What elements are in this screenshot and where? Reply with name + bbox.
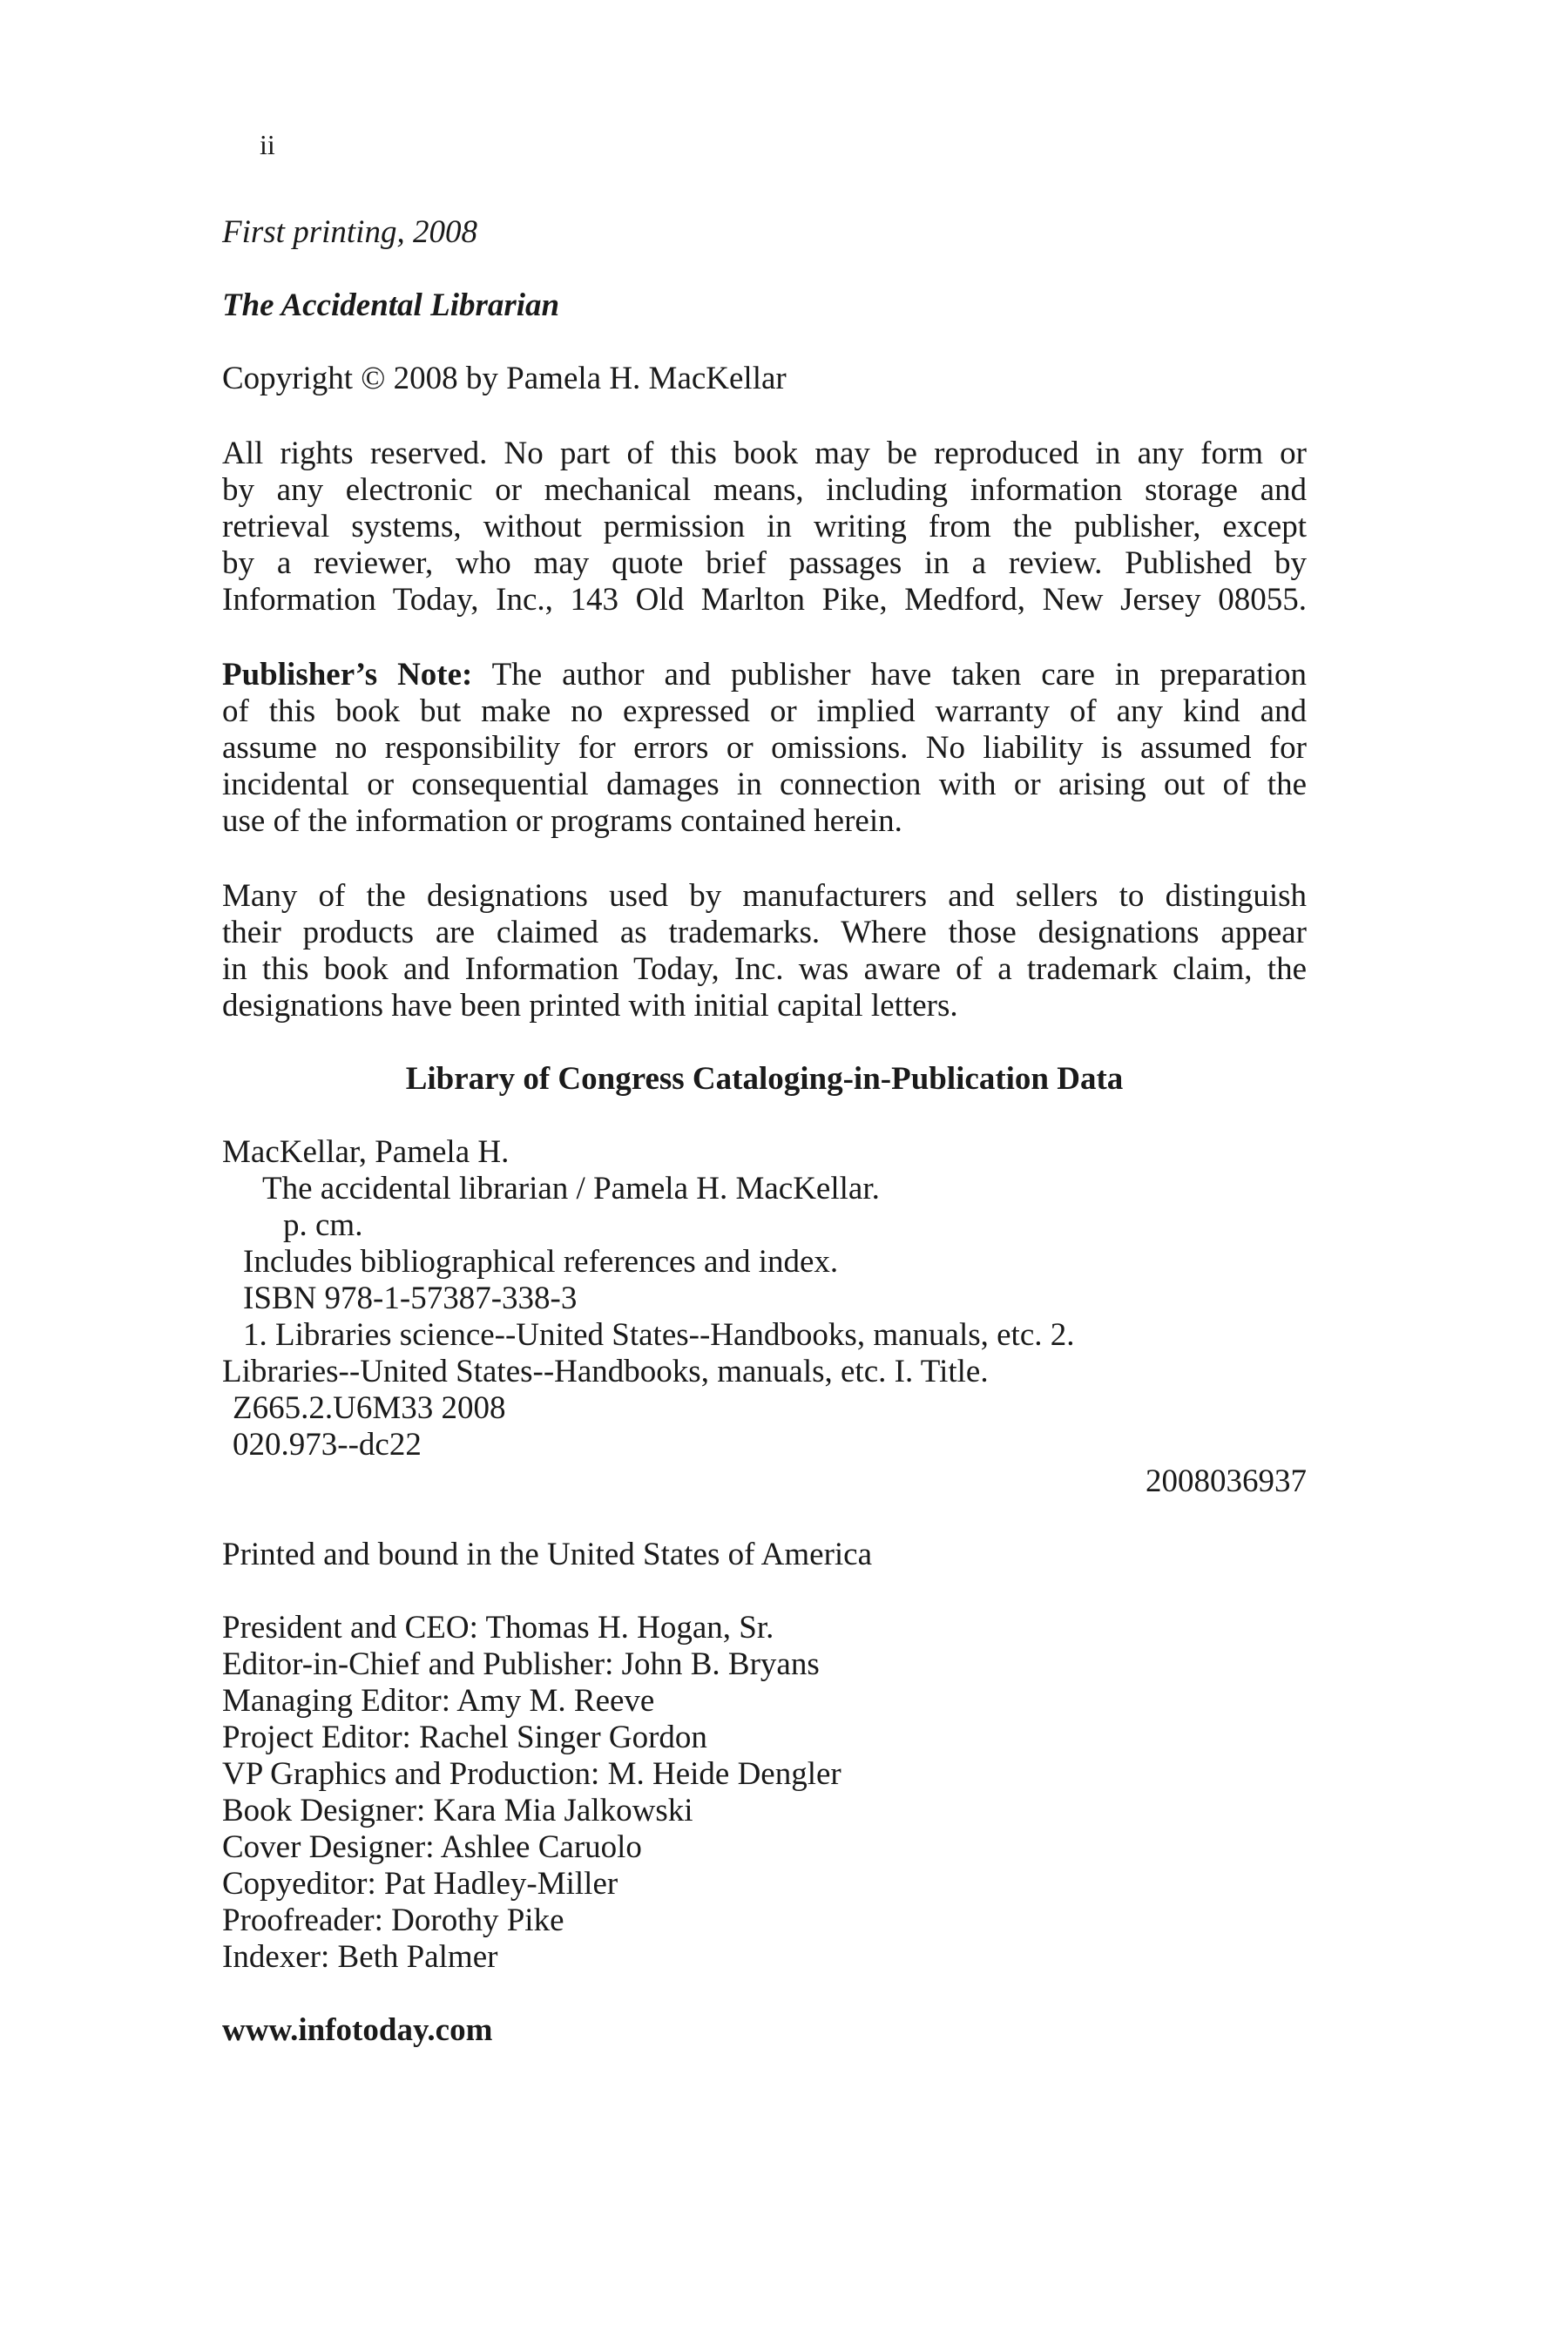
credit-line: VP Graphics and Production: M. Heide Dengler bbox=[222, 1756, 841, 1792]
book-title: The Accidental Librarian bbox=[222, 287, 560, 323]
copyright-line: Copyright © 2008 by Pamela H. MacKellar bbox=[222, 361, 787, 396]
cip-heading: Library of Congress Cataloging-in-Publication Data bbox=[405, 1061, 1124, 1097]
cip-lccn: 2008036937 bbox=[1146, 1463, 1307, 1499]
note-line: incidental or consequential damages in connection with or arising out of the bbox=[222, 767, 1307, 802]
note-label: Publisher’s Note: bbox=[222, 657, 473, 693]
note-line: assume no responsibility for errors or omissions. No liability is assumed for bbox=[222, 730, 1307, 766]
page-folio: ii bbox=[260, 129, 275, 160]
printed-line: Printed and bound in the United States of America bbox=[222, 1537, 873, 1572]
cip-title: The accidental librarian / Pamela H. MacKellar. bbox=[262, 1171, 880, 1206]
cip-includes: Includes bibliographical references and index. bbox=[243, 1244, 839, 1280]
cip-record bbox=[222, 1134, 1307, 1500]
page-content bbox=[222, 214, 1307, 2049]
credit-line: President and CEO: Thomas H. Hogan, Sr. bbox=[222, 1610, 774, 1646]
trademark-paragraph bbox=[222, 878, 1307, 1024]
note-first-line bbox=[222, 657, 1307, 693]
cip-lc-class: Z665.2.U6M33 2008 bbox=[233, 1390, 506, 1426]
credit-line: Proofreader: Dorothy Pike bbox=[222, 1903, 564, 1938]
publishers-note bbox=[222, 657, 1307, 840]
trademark-line: designations have been printed with initial capital letters. bbox=[222, 988, 958, 1024]
credit-line: Project Editor: Rachel Singer Gordon bbox=[222, 1720, 707, 1755]
rights-line: All rights reserved. No part of this book may be reproduced in any form or bbox=[222, 436, 1307, 471]
cip-pagination: p. cm. bbox=[283, 1207, 363, 1243]
note-line: use of the information or programs contained herein. bbox=[222, 803, 902, 839]
website-url: www.infotoday.com bbox=[222, 2012, 493, 2048]
rights-line: by any electronic or mechanical means, including information storage and bbox=[222, 472, 1307, 508]
cip-subjects-1: 1. Libraries science--United States--Handbooks, manuals, etc. 2. bbox=[243, 1317, 1075, 1353]
rights-line: Information Today, Inc., 143 Old Marlton Pike, Medford, New Jersey 08055. bbox=[222, 582, 1307, 618]
credit-line: Cover Designer: Ashlee Caruolo bbox=[222, 1829, 642, 1865]
trademark-line: in this book and Information Today, Inc. was aware of a trademark claim, the bbox=[222, 951, 1307, 987]
credit-line: Copyeditor: Pat Hadley-Miller bbox=[222, 1866, 618, 1902]
credit-line: Book Designer: Kara Mia Jalkowski bbox=[222, 1793, 693, 1828]
cip-dewey: 020.973--dc22 bbox=[233, 1427, 422, 1463]
trademark-line: their products are claimed as trademarks. Where those designations appear bbox=[222, 915, 1307, 950]
credit-line: Managing Editor: Amy M. Reeve bbox=[222, 1683, 655, 1719]
credit-line: Indexer: Beth Palmer bbox=[222, 1939, 498, 1975]
trademark-line: Many of the designations used by manufacturers and sellers to distinguish bbox=[222, 878, 1307, 914]
cip-subjects-2: Libraries--United States--Handbooks, manuals, etc. I. Title. bbox=[222, 1354, 989, 1389]
cip-author: MacKellar, Pamela H. bbox=[222, 1134, 510, 1170]
rights-line: by a reviewer, who may quote brief passages in a review. Published by bbox=[222, 545, 1307, 581]
credit-line: Editor-in-Chief and Publisher: John B. Bryans bbox=[222, 1646, 820, 1682]
note-first-line-text: The author and publisher have taken care in preparation bbox=[472, 657, 1307, 693]
note-line: of this book but make no expressed or implied warranty of any kind and bbox=[222, 693, 1307, 729]
rights-line: retrieval systems, without permission in writing from the publisher, except bbox=[222, 509, 1307, 544]
cip-isbn: ISBN 978-1-57387-338-3 bbox=[243, 1281, 578, 1316]
staff-credits bbox=[222, 1610, 1307, 1976]
rights-paragraph bbox=[222, 436, 1307, 618]
printing-line: First printing, 2008 bbox=[222, 214, 477, 250]
